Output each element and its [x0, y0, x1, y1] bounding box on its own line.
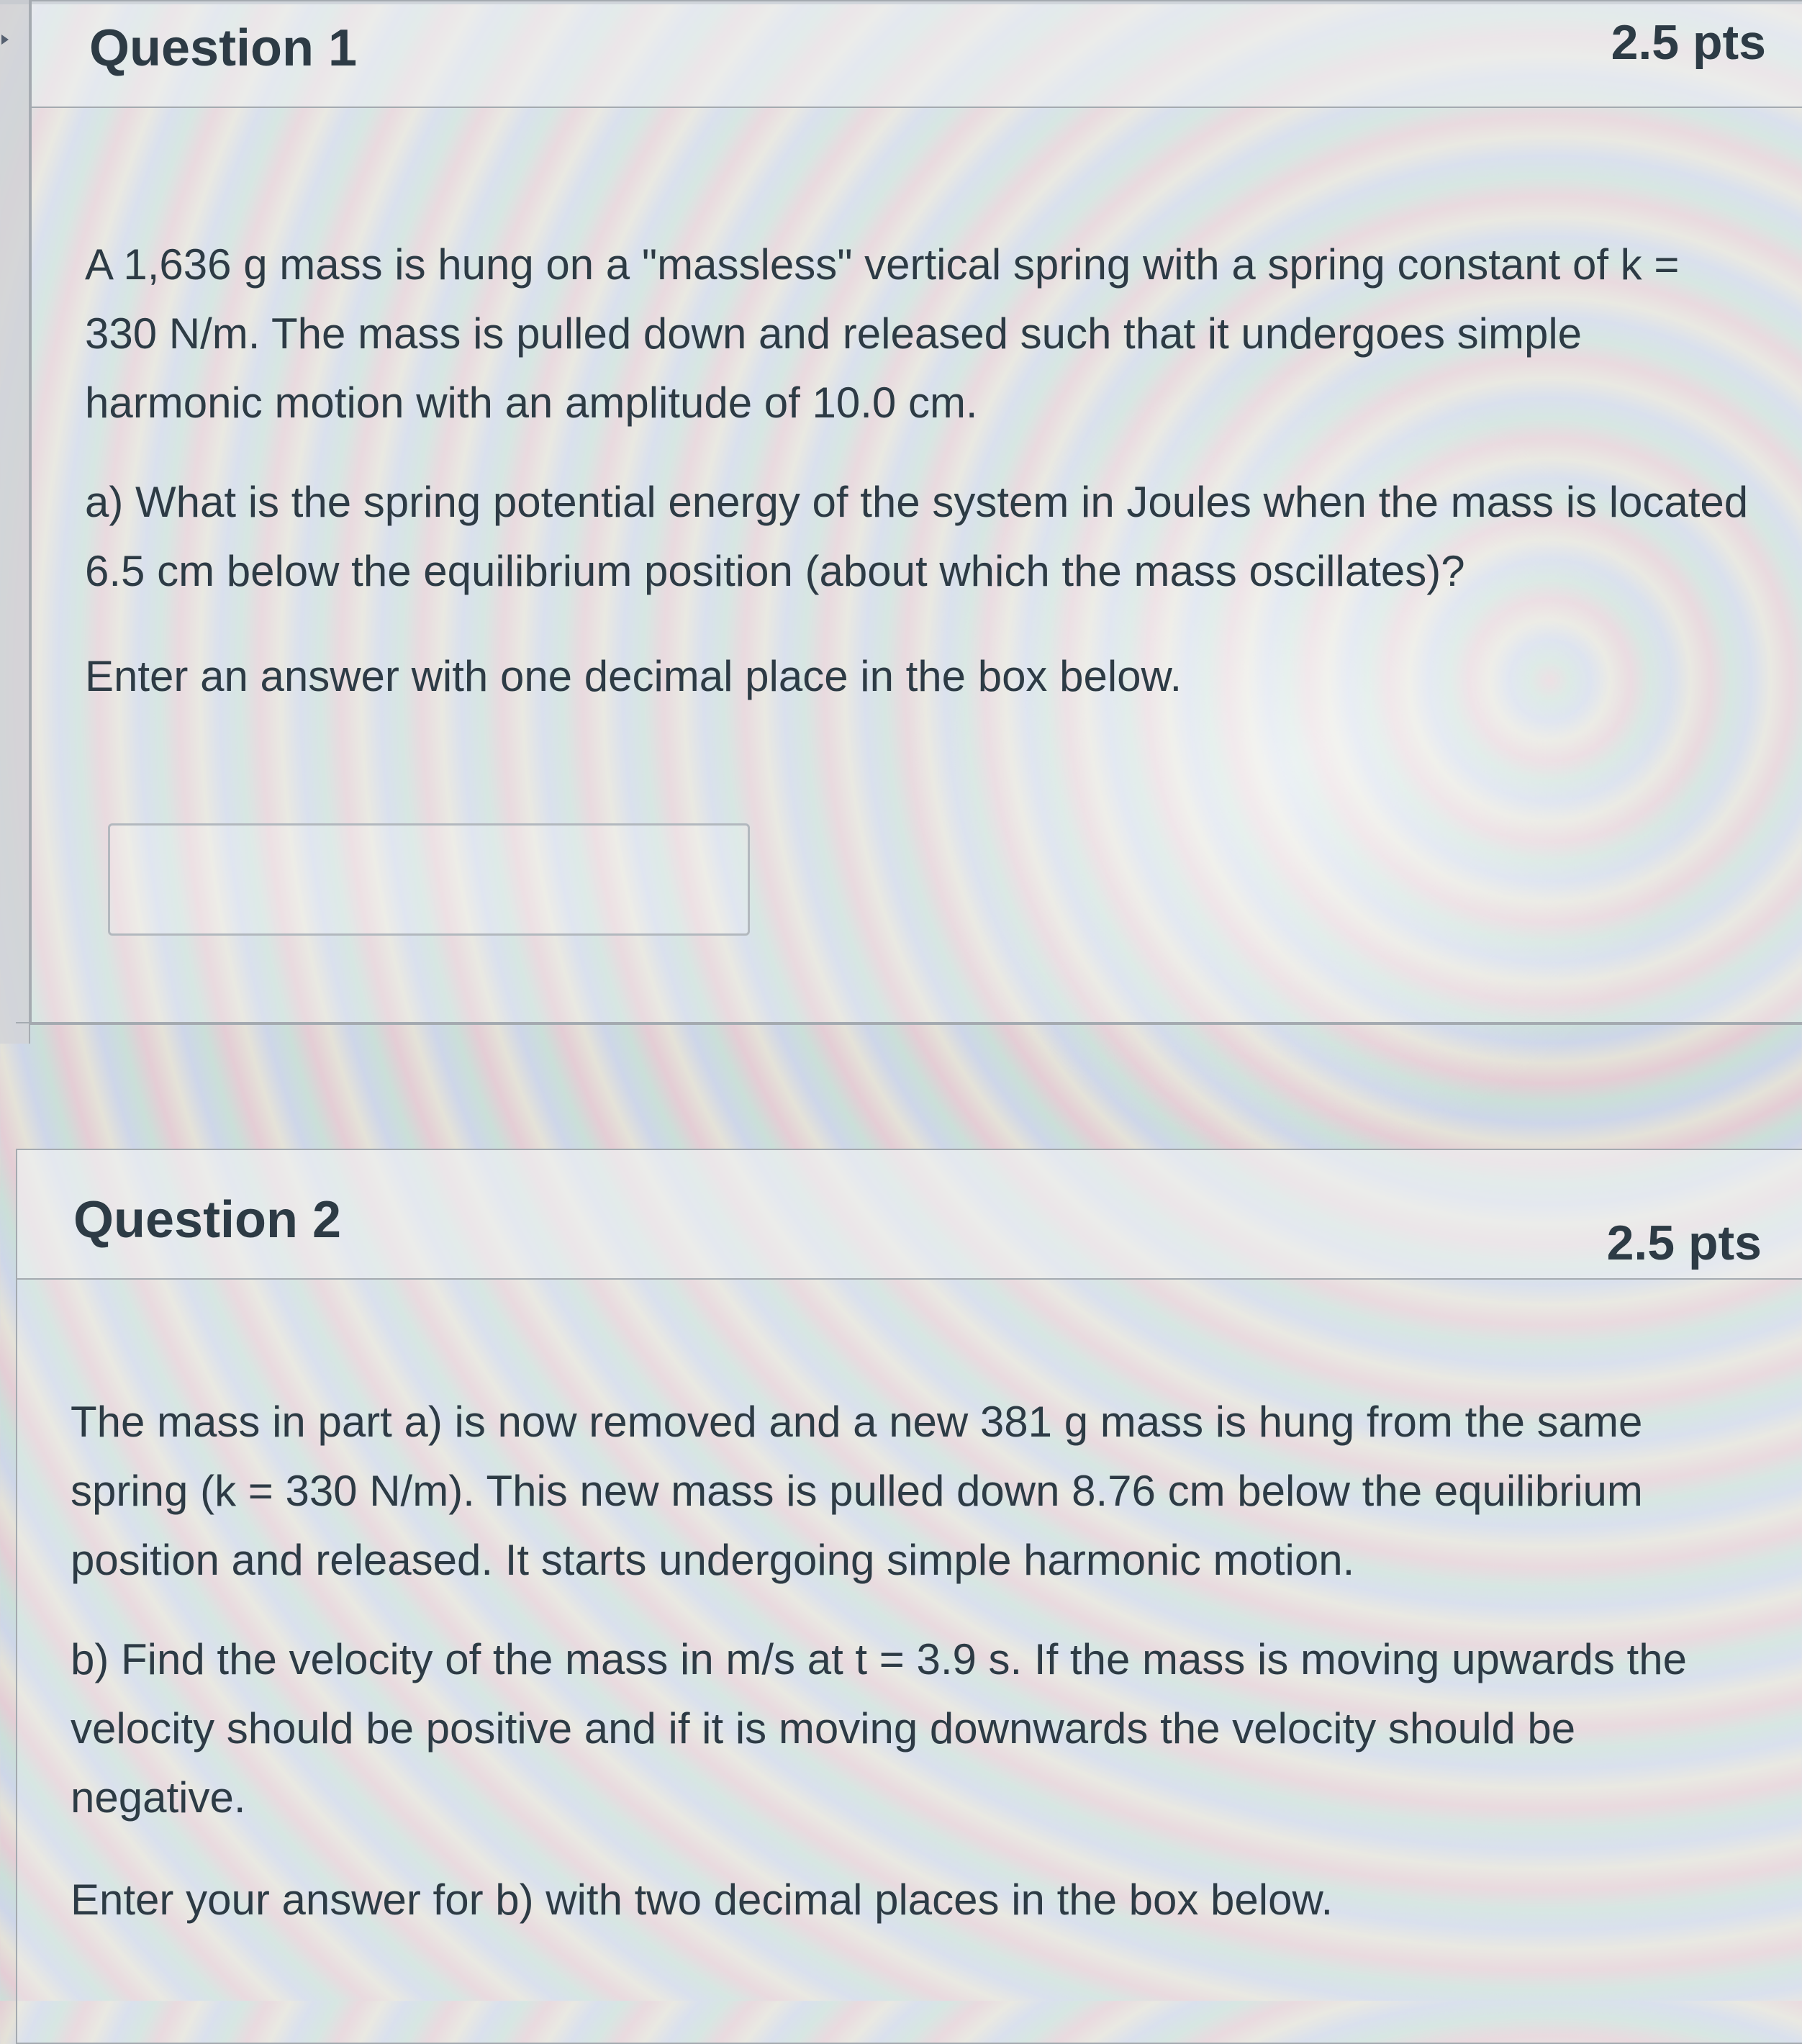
question-text-intro: The mass in part a) is now removed and a new 381 g mass is hung from the same spring (k = 330 N/m). This new mass is pulled down 8.76 cm below the equilibrium position and released. It starts undergoing simple harmonic motion. — [71, 1398, 1643, 1584]
question-text-part-b: b) Find the velocity of the mass in m/s at t = 3.9 s. If the mass is moving upwards the velocity should be positive and if it is moving downwards the velocity should be negative. — [71, 1635, 1687, 1822]
divider — [16, 1022, 1802, 1023]
question-2-header — [17, 1150, 1802, 1280]
question-text-intro: A 1,636 g mass is hung on a "massless" vertical spring with a spring constant of k = 330 N/m. The mass is pulled down and released such that it undergoes simple harmonic motion with an amplitude of 10.0 cm. — [85, 240, 1680, 427]
question-points: 2.5 pts — [1611, 15, 1766, 70]
collapse-caret-icon[interactable] — [1, 35, 9, 45]
question-1-card — [30, 0, 1802, 1025]
question-text-part-a: a) What is the spring potential energy of the system in Joules when the mass is located 6.5 cm below the equilibrium position (about which the mass oscillates)? — [85, 478, 1749, 595]
question-points: 2.5 pts — [1606, 1216, 1762, 1270]
question-2-body — [17, 1280, 1802, 1935]
question-1-body — [32, 108, 1802, 711]
question-title: Question 2 — [73, 1191, 342, 1249]
question-2-card — [16, 1149, 1802, 2044]
question-text-instruction: Enter an answer with one decimal place in the box below. — [85, 652, 1182, 700]
question-1-header — [32, 1, 1802, 108]
answer-input[interactable] — [108, 823, 750, 936]
left-sidebar-edge — [0, 0, 30, 1044]
question-text-instruction: Enter your answer for b) with two decimal places in the box below. — [71, 1876, 1334, 1924]
question-title: Question 1 — [89, 19, 358, 77]
